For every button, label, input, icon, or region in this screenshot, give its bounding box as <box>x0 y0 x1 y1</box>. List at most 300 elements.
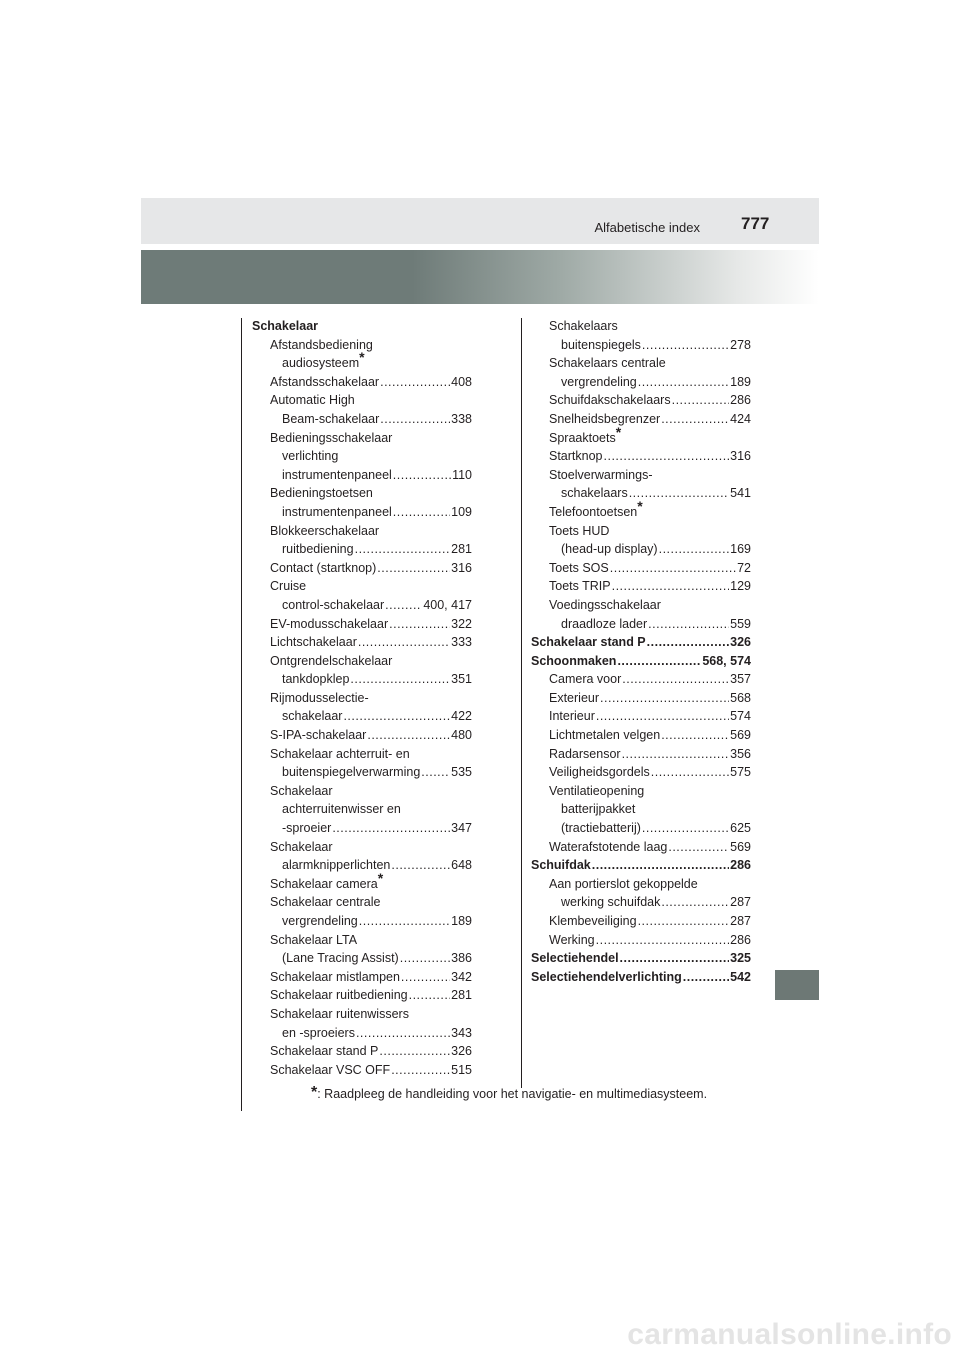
index-entry-term: tankdopklep <box>282 672 350 687</box>
index-entry <box>531 391 751 410</box>
index-entry-text: Schakelaar ruitenwissers <box>270 1006 409 1021</box>
index-entry-term <box>549 354 751 373</box>
index-entry-text: Ventilatieopening <box>549 783 645 798</box>
index-entry-line <box>549 540 751 559</box>
index-entry-term: EV-modusschakelaar <box>270 616 389 631</box>
index-entry-page: 338 <box>451 411 472 426</box>
index-entry-term <box>270 838 472 857</box>
dot-leader <box>385 596 422 615</box>
index-entry-term: Snelheidsbegrenzer <box>549 411 661 426</box>
index-entry-line <box>549 838 751 857</box>
index-entry-term: Schuifdakschakelaars <box>549 393 671 408</box>
index-entry-text: Schakelaar centrale <box>270 895 381 910</box>
index-entry-page: 109 <box>451 504 472 519</box>
index-entry-text: Cruise <box>270 579 307 594</box>
dot-leader <box>332 819 450 838</box>
index-entry-line <box>270 968 472 987</box>
index-entry-line <box>531 652 751 671</box>
dot-leader <box>350 670 450 689</box>
index-entry-page: 110 <box>452 467 472 482</box>
dot-leader <box>638 373 729 392</box>
index-entry <box>531 838 751 857</box>
index-entry-term <box>549 497 751 522</box>
index-entry <box>531 596 751 633</box>
index-entry-line <box>270 540 472 559</box>
index-entry-line <box>549 726 751 745</box>
index-entry-line <box>270 819 472 838</box>
index-entry-page: 343 <box>451 1025 472 1040</box>
index-entry-term <box>270 336 472 355</box>
index-entry-line <box>270 559 472 578</box>
index-entry-line <box>270 726 472 745</box>
index-entry-text: Bedieningstoetsen <box>270 486 373 501</box>
index-entry-term <box>270 745 472 764</box>
index-entry-text: Schakelaars centrale <box>549 356 666 371</box>
dot-leader <box>380 410 450 429</box>
index-entry-line <box>549 912 751 931</box>
index-entry-term: Schoonmaken <box>531 653 617 668</box>
index-entry-term: draadloze lader <box>561 616 648 631</box>
index-entry-page: 357 <box>730 672 751 687</box>
dot-leader <box>377 559 450 578</box>
index-entry-line <box>270 856 472 875</box>
footnote-reference-star: * <box>637 497 643 514</box>
index-entry-term <box>270 893 472 912</box>
index-entry-line <box>270 503 472 522</box>
index-entry <box>531 447 751 466</box>
page-number: 777 <box>741 214 770 233</box>
index-entry-term: Schakelaar VSC OFF <box>270 1062 391 1077</box>
index-entry <box>252 745 472 782</box>
index-entry-text: Blokkeerschakelaar <box>270 523 380 538</box>
index-entry-text: Aan portierslot gekoppelde <box>549 876 698 891</box>
footnote-text: : Raadpleeg de handleiding voor het navigatie- en multimediasysteem. <box>317 1087 708 1101</box>
section-title: Alfabetische index <box>594 220 700 235</box>
index-entry-term: Klembeveiliging <box>549 914 637 928</box>
index-entry-page: 625 <box>730 821 751 836</box>
index-entry-term: Toets SOS <box>549 560 609 575</box>
index-entry-page: 408 <box>451 374 472 389</box>
index-entry-line <box>549 763 751 782</box>
dot-leader <box>638 912 730 931</box>
index-entry-line <box>549 336 751 355</box>
dot-leader <box>592 856 729 875</box>
index-tab-marker <box>775 970 819 1000</box>
index-entry-page: 326 <box>451 1044 472 1059</box>
index-entry-page: 386 <box>451 951 472 966</box>
index-entry-page: 574 <box>730 709 751 724</box>
index-entry <box>252 968 472 987</box>
index-entry <box>531 968 751 987</box>
index-entry-line <box>270 763 472 782</box>
index-entry <box>252 391 472 428</box>
index-entry-line <box>270 410 472 429</box>
index-entry-line <box>549 707 751 726</box>
index-entry-page: 278 <box>730 337 751 352</box>
index-entry-text: audiosysteem <box>282 356 360 371</box>
dot-leader <box>358 633 450 652</box>
index-entry-line <box>549 615 751 634</box>
index-entry <box>252 373 472 392</box>
index-entry-page: 347 <box>451 821 472 836</box>
index-entry-page: 287 <box>730 895 751 910</box>
dot-leader <box>683 968 729 987</box>
index-entry-line <box>549 689 751 708</box>
dot-leader <box>393 466 451 485</box>
index-entry-page: 322 <box>451 616 472 631</box>
dot-leader <box>355 540 451 559</box>
index-entry-text: Schakelaars <box>549 319 618 333</box>
index-entry-text: Schakelaar <box>270 783 333 798</box>
index-entry-term <box>270 577 472 596</box>
index-entry-term: Radarsensor <box>549 746 621 761</box>
index-entry-term: Veiligheidsgordels <box>549 765 650 780</box>
index-entry-text: Ontgrendelschakelaar <box>270 653 393 668</box>
index-entry <box>531 763 751 782</box>
index-entry-term: ruitbediening <box>282 542 354 557</box>
dot-leader <box>620 949 730 968</box>
index-entry <box>531 782 751 838</box>
index-entry-term: Werking <box>549 932 595 947</box>
dot-leader <box>668 838 729 857</box>
index-entry <box>531 912 751 931</box>
index-entry <box>531 652 751 671</box>
footnote-reference-star: * <box>615 423 622 440</box>
watermark-text: carmanualsonline.info <box>627 1318 952 1351</box>
index-entry-line <box>270 912 472 931</box>
watermark <box>0 1318 960 1352</box>
dot-leader <box>359 912 450 931</box>
index-entry-term <box>270 484 472 503</box>
index-entry-term: Camera voor <box>549 672 622 687</box>
index-entry-text: Schakelaar <box>270 839 333 854</box>
dot-leader <box>400 949 450 968</box>
index-entry-line <box>549 670 751 689</box>
index-entry-term <box>549 423 751 448</box>
dot-leader <box>379 1042 450 1061</box>
index-entry-term: Selectiehendel <box>531 951 619 966</box>
dot-leader <box>604 447 730 466</box>
index-entry-text: Telefoontoetsen <box>549 504 638 519</box>
dot-leader <box>421 763 450 782</box>
index-entry-term: schakelaars <box>561 486 628 501</box>
index-entry-page: 286 <box>730 393 751 408</box>
index-entry <box>252 931 472 968</box>
header-gradient-bar <box>141 250 819 304</box>
dot-leader <box>659 540 730 559</box>
index-entry-page: 569 <box>730 728 751 743</box>
index-entry <box>252 1005 472 1042</box>
index-entry-term: Afstandsschakelaar <box>270 374 380 389</box>
index-entry <box>252 633 472 652</box>
index-entry <box>531 726 751 745</box>
index-entry-page: 281 <box>451 542 472 557</box>
index-entry-term: Interieur <box>549 709 595 724</box>
index-entry-text: Schakelaar camera <box>270 876 378 891</box>
index-entry-term: buitenspiegelverwarming <box>282 765 421 780</box>
index-entry-page: 326 <box>730 635 751 650</box>
dot-leader <box>391 1061 450 1080</box>
index-entry-line <box>549 484 751 503</box>
index-entry-line <box>549 819 751 838</box>
index-entry-text: Schakelaar achterruit- en <box>270 746 410 761</box>
index-entry <box>531 317 751 354</box>
dot-leader <box>612 577 730 596</box>
dot-leader <box>672 391 730 410</box>
dot-leader <box>391 856 450 875</box>
index-entry-term <box>549 522 751 541</box>
index-entry-line <box>549 373 751 392</box>
index-entry-text: batterijpakket <box>561 802 636 817</box>
footnote-star: * <box>311 1084 318 1101</box>
index-entry <box>252 838 472 875</box>
dot-leader <box>610 559 736 578</box>
index-entry <box>531 745 751 764</box>
index-entry <box>531 931 751 950</box>
index-entry <box>252 1042 472 1061</box>
index-entry-term <box>270 869 472 894</box>
index-entry-page: 422 <box>451 709 472 724</box>
index-entry-text: Toets HUD <box>549 523 610 538</box>
index-entry-text: Stoelverwarmings- <box>549 467 653 482</box>
dot-leader <box>622 745 730 764</box>
index-entry-page: 648 <box>451 858 472 873</box>
dot-leader <box>651 763 729 782</box>
index-entry <box>531 423 751 448</box>
index-entry-term: schakelaar <box>282 709 343 724</box>
index-entry-page: 480 <box>451 728 472 743</box>
dot-leader <box>642 336 729 355</box>
dot-leader <box>401 968 450 987</box>
index-entry-text: Automatic High <box>270 393 355 408</box>
index-entry-term: Schakelaar mistlampen <box>270 969 400 984</box>
dot-leader <box>661 726 729 745</box>
index-entry-term <box>270 931 472 950</box>
index-entry-page: 287 <box>730 914 751 928</box>
footnote-reference-star: * <box>359 349 365 366</box>
index-entry-text: Schakelaar <box>252 319 319 333</box>
index-entry <box>252 522 472 559</box>
index-entry-text: Bedieningsschakelaar <box>270 430 393 445</box>
index-entry <box>531 670 751 689</box>
index-entry-term <box>549 466 751 485</box>
index-entry-page: 568, 574 <box>702 653 751 668</box>
index-entry-line <box>270 466 472 485</box>
dot-leader <box>367 726 450 745</box>
index-entry-line <box>549 577 751 596</box>
index-entry-term: Schakelaar stand P <box>270 1044 379 1059</box>
index-entry <box>531 707 751 726</box>
index-entry-term: S-IPA-schakelaar <box>270 728 367 743</box>
index-entry-term: Toets TRIP <box>549 579 611 594</box>
index-entry-term: buitenspiegels <box>561 337 641 352</box>
index-entry-page: 541 <box>730 486 751 501</box>
index-entry-term: Schakelaar ruitbediening <box>270 988 408 1003</box>
index-entry-term: Selectiehendelverlichting <box>531 969 682 984</box>
index-entry-line <box>531 856 751 875</box>
index-entry-line <box>270 1042 472 1061</box>
index-entry-term: Waterafstotende laag <box>549 839 668 854</box>
dot-leader <box>661 410 729 429</box>
index-entry-page: 424 <box>730 411 751 426</box>
index-entry-text: verlichting <box>282 449 339 464</box>
index-entry-line <box>549 447 751 466</box>
index-entry-text: Voedingsschakelaar <box>549 597 661 612</box>
index-entry <box>252 782 472 838</box>
index-entry-page: 316 <box>730 449 751 464</box>
index-entry-page: 351 <box>451 672 472 687</box>
index-entry-page: 575 <box>730 765 751 780</box>
index-entry-line <box>531 949 751 968</box>
index-entry-line <box>270 1061 472 1080</box>
index-entry-line <box>270 373 472 392</box>
index-entry-term <box>270 652 472 671</box>
footnote <box>311 1084 708 1105</box>
dot-leader <box>629 484 729 503</box>
index-entry-page: 559 <box>730 616 751 631</box>
index-entry-term <box>270 1005 472 1024</box>
index-entry-term <box>270 782 472 801</box>
index-entry <box>252 689 472 726</box>
index-entry-line <box>270 949 472 968</box>
index-entry-term <box>270 522 472 541</box>
index-entry-term: Exterieur <box>549 690 600 705</box>
footnote-reference-star: * <box>377 869 384 886</box>
index-entry <box>252 869 472 894</box>
index-entry <box>531 856 751 875</box>
index-entry-term: (tractiebatterij) <box>561 821 641 836</box>
index-entry-line <box>270 596 472 615</box>
index-entry-term: Contact (startknop) <box>270 560 377 575</box>
index-entry <box>531 689 751 708</box>
index-entry <box>252 615 472 634</box>
index-entry-page: 72 <box>737 560 751 575</box>
index-entry-term <box>270 429 472 448</box>
index-entry-term <box>270 349 472 373</box>
index-entry-line <box>531 968 751 987</box>
index-column-2 <box>531 317 751 986</box>
index-entry-term <box>549 875 751 894</box>
index-entry-line <box>531 633 751 652</box>
index-entry-line <box>270 670 472 689</box>
index-entry-term <box>252 317 472 336</box>
index-entry-term: Lichtmetalen velgen <box>549 728 661 743</box>
index-entry-line <box>549 745 751 764</box>
index-entry <box>252 559 472 578</box>
index-entry-term <box>549 596 751 615</box>
index-entry-page: 281 <box>451 988 472 1003</box>
index-entry-page: 325 <box>730 951 751 966</box>
dot-leader <box>648 615 729 634</box>
index-entry-term <box>549 782 751 801</box>
index-entry-term: alarmknipperlichten <box>282 858 391 873</box>
index-entry-term: (Lane Tracing Assist) <box>282 951 399 966</box>
index-entry-page: 568 <box>730 690 751 705</box>
dot-leader <box>393 503 450 522</box>
index-entry <box>531 559 751 578</box>
index-entry <box>531 949 751 968</box>
index-entry-term <box>549 800 751 819</box>
left-rule <box>241 318 242 1111</box>
dot-leader <box>389 615 450 634</box>
index-entry-term: en -sproeiers <box>282 1025 355 1040</box>
index-entry-term: Beam-schakelaar <box>282 411 380 426</box>
dot-leader <box>647 633 729 652</box>
index-entry-line <box>270 1024 472 1043</box>
index-entry-text: Afstandsbediening <box>270 337 373 352</box>
index-entry <box>252 317 472 336</box>
dot-leader <box>356 1024 450 1043</box>
index-entry <box>252 429 472 485</box>
index-entry <box>252 1061 472 1080</box>
index-entry-page: 342 <box>451 969 472 984</box>
index-entry-text: Rijmodusselectie- <box>270 690 369 705</box>
index-entry-term: Schuifdak <box>531 858 591 873</box>
dot-leader <box>596 931 730 950</box>
index-entry-page: 286 <box>730 932 751 947</box>
column-divider <box>521 318 522 1088</box>
index-entry-page: 169 <box>730 542 751 557</box>
header-band <box>141 198 819 244</box>
index-entry-term: control-schakelaar <box>282 597 385 612</box>
index-entry-term <box>270 689 472 708</box>
index-entry-line <box>549 410 751 429</box>
index-entry-page: 515 <box>451 1062 472 1077</box>
index-entry-page: 356 <box>730 746 751 761</box>
index-entry-text: Schakelaar LTA <box>270 932 358 947</box>
dot-leader <box>661 893 729 912</box>
index-entry-term: Lichtschakelaar <box>270 635 357 650</box>
index-entry-term: vergrendeling <box>282 914 358 928</box>
index-entry-term <box>270 391 472 410</box>
index-entry-text: Spraaktoets <box>549 430 616 445</box>
index-entry-page: 542 <box>730 969 751 984</box>
dot-leader <box>343 707 450 726</box>
index-entry <box>252 893 472 930</box>
index-column-1 <box>252 317 472 1079</box>
index-entry-page: 333 <box>451 635 472 650</box>
index-entry-term: vergrendeling <box>561 374 637 389</box>
index-entry <box>531 633 751 652</box>
index-entry <box>252 986 472 1005</box>
index-entry-term: instrumentenpaneel <box>282 467 392 482</box>
index-entry-term: instrumentenpaneel <box>282 504 392 519</box>
index-entry-term: werking schuifdak <box>561 895 661 910</box>
index-entry <box>252 484 472 521</box>
dot-leader <box>622 670 729 689</box>
dot-leader <box>617 652 701 671</box>
index-entry <box>531 522 751 559</box>
index-entry-page: 400, 417 <box>423 597 472 612</box>
index-entry-page: 189 <box>730 374 751 389</box>
index-entry-term: (head-up display) <box>561 542 658 557</box>
index-entry <box>531 410 751 429</box>
index-entry-page: 189 <box>451 914 472 928</box>
index-entry-line <box>549 391 751 410</box>
index-entry-page: 129 <box>730 579 751 594</box>
index-entry <box>252 726 472 745</box>
index-entry-line <box>270 633 472 652</box>
index-entry <box>252 336 472 373</box>
index-entry <box>531 875 751 912</box>
dot-leader <box>380 373 450 392</box>
index-entry-line <box>270 986 472 1005</box>
dot-leader <box>409 986 451 1005</box>
index-entry-line <box>549 559 751 578</box>
dot-leader <box>600 689 729 708</box>
index-entry-text: achterruitenwisser en <box>282 802 401 817</box>
index-entry-term <box>270 800 472 819</box>
